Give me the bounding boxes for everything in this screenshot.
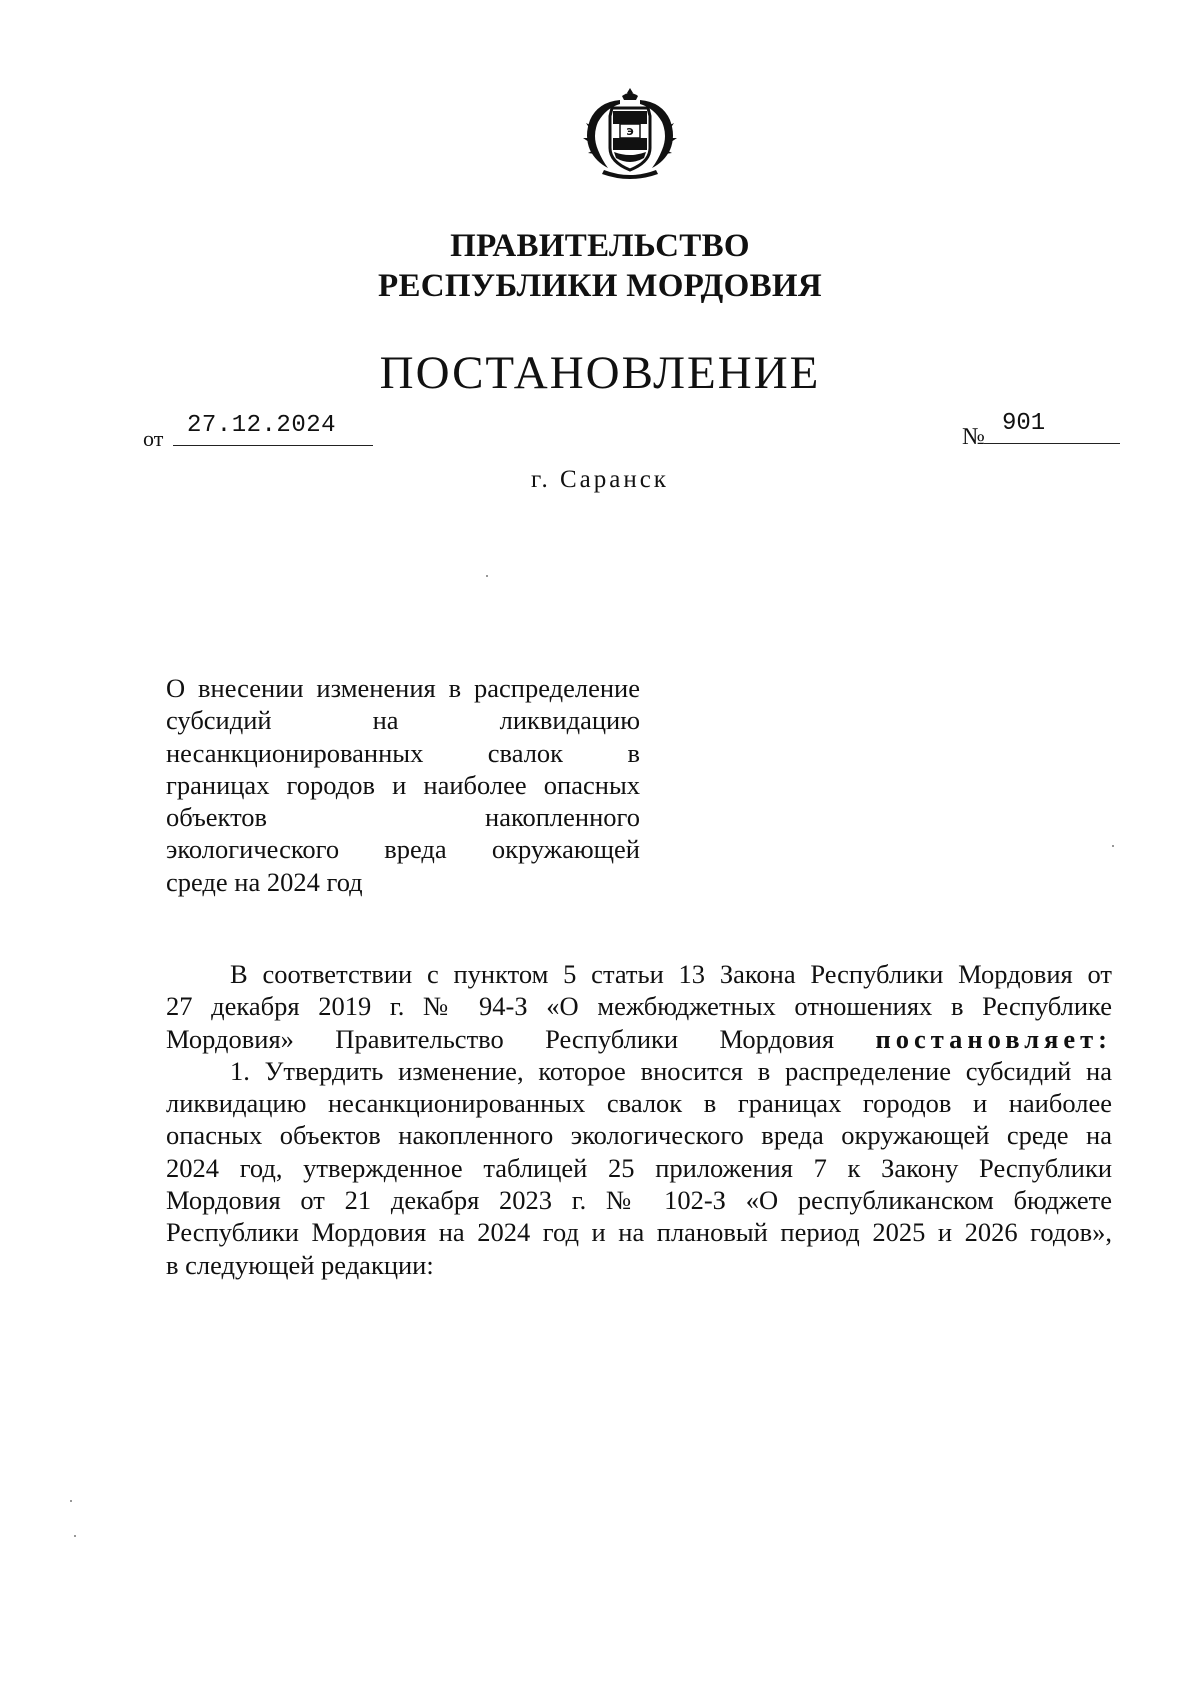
scan-speck <box>1112 845 1114 847</box>
subject-block <box>166 672 640 898</box>
body-text <box>166 958 1112 1281</box>
city-name: г. Саранск <box>531 466 669 493</box>
subject-line: субсидий на ликвидацию <box>166 705 640 736</box>
date-prefix: от <box>143 426 164 451</box>
number-field <box>962 412 1122 452</box>
paragraph-line: В соответствии с пунктом 5 статьи 13 Закона Республики Мордовия от <box>230 959 1112 989</box>
number-prefix: № <box>962 424 985 450</box>
subject-line: среде на 2024 год <box>166 866 363 897</box>
subject-line: объектов накопленного <box>166 802 640 833</box>
paragraph-line <box>166 1023 1112 1055</box>
organization-title <box>0 226 1200 306</box>
subject-line: экологического вреда окружающей <box>166 834 640 865</box>
decree-word: постановляет: <box>875 1023 1112 1054</box>
paragraph-line: Мордовия от 21 декабря 2023 г. № 102-З «О республиканском бюджете <box>166 1185 1112 1216</box>
paragraph-line: Республики Мордовия на 2024 год и на плановый период 2025 и 2026 годов», <box>166 1217 1112 1248</box>
scan-speck <box>70 1500 72 1502</box>
scan-speck <box>486 575 488 577</box>
paragraph-line: опасных объектов накопленного экологического вреда окружающей среде на <box>166 1120 1112 1151</box>
paragraph-line: 27 декабря 2019 г. № 94-З «О межбюджетных отношениях в Республике <box>166 991 1112 1022</box>
number-value: 901 <box>1002 410 1046 437</box>
subject-line: границах городов и наиболее опасных <box>166 769 640 800</box>
organization-title-line1: ПРАВИТЕЛЬСТВО <box>450 228 750 264</box>
date-value: 27.12.2024 <box>187 412 337 439</box>
coat-of-arms-icon <box>578 86 682 182</box>
shield-letter: Э <box>626 127 634 138</box>
subject-line: О внесении изменения в распределение <box>166 673 640 703</box>
organization-title-line2: РЕСПУБЛИКИ МОРДОВИЯ <box>377 268 822 304</box>
paragraph-line: ликвидацию несанкционированных свалок в границах городов и наиболее <box>166 1088 1112 1119</box>
date-field <box>143 412 383 452</box>
scan-speck <box>74 1535 76 1537</box>
document-type-heading: ПОСТАНОВЛЕНИЕ <box>379 347 821 399</box>
subject-line: несанкционированных свалок в <box>166 737 640 768</box>
paragraph-line: 1. Утвердить изменение, которое вносится в распределение субсидий на <box>230 1055 1112 1086</box>
paragraph-line: в следующей редакции: <box>166 1249 434 1280</box>
number-underline <box>984 443 1120 444</box>
paragraph-line: 2024 год, утвержденное таблицей 25 приложения 7 к Закону Республики <box>166 1152 1112 1183</box>
date-underline <box>173 445 373 446</box>
paragraph-line-text: Мордовия» Правительство Республики Мордовия <box>166 1023 835 1054</box>
